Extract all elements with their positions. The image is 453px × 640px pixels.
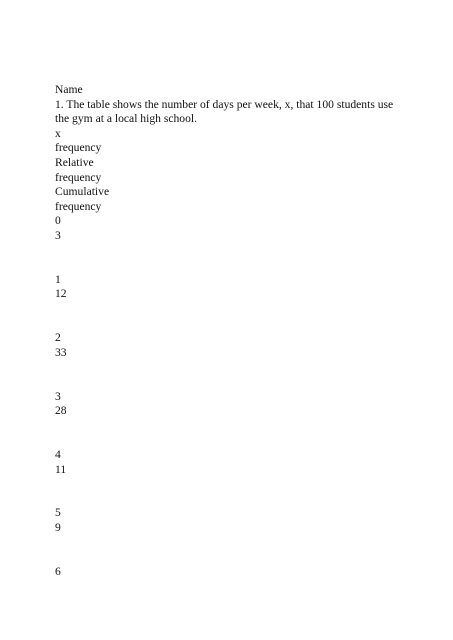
table-row [55,390,395,448]
table-rows [55,214,395,623]
table-row [55,565,395,623]
document-body [55,83,395,623]
header-x: x [55,126,61,140]
table-row [55,331,395,389]
row-frequency-value: 28 [55,404,67,418]
row-x-value: 0 [55,214,61,228]
row-x-value: 5 [55,506,61,520]
row-x-value: 2 [55,331,61,345]
row-frequency-value: 33 [55,345,67,359]
table-row [55,214,395,272]
row-x-value: 3 [55,389,61,403]
header-frequency: frequency [55,141,102,155]
row-x-value: 6 [55,564,61,578]
table-headers [55,127,395,215]
row-x-value: 4 [55,447,61,461]
header-cumulative: Cumulative [55,185,110,199]
name-label: Name [55,83,83,96]
row-frequency-value: 12 [55,287,67,301]
row-frequency-value: 9 [55,520,61,534]
header-cumulative-frequency: frequency [55,199,102,213]
header-relative: Relative [55,155,94,169]
row-frequency-value: 3 [55,228,61,242]
header-relative-frequency: frequency [55,170,102,184]
question-text: 1. The table shows the number of days per week, x, that 100 students use the gym at a local high school. [55,97,394,126]
table-row [55,448,395,506]
table-row [55,506,395,564]
row-x-value: 1 [55,272,61,286]
table-row [55,273,395,331]
row-frequency-value: 11 [55,462,67,476]
